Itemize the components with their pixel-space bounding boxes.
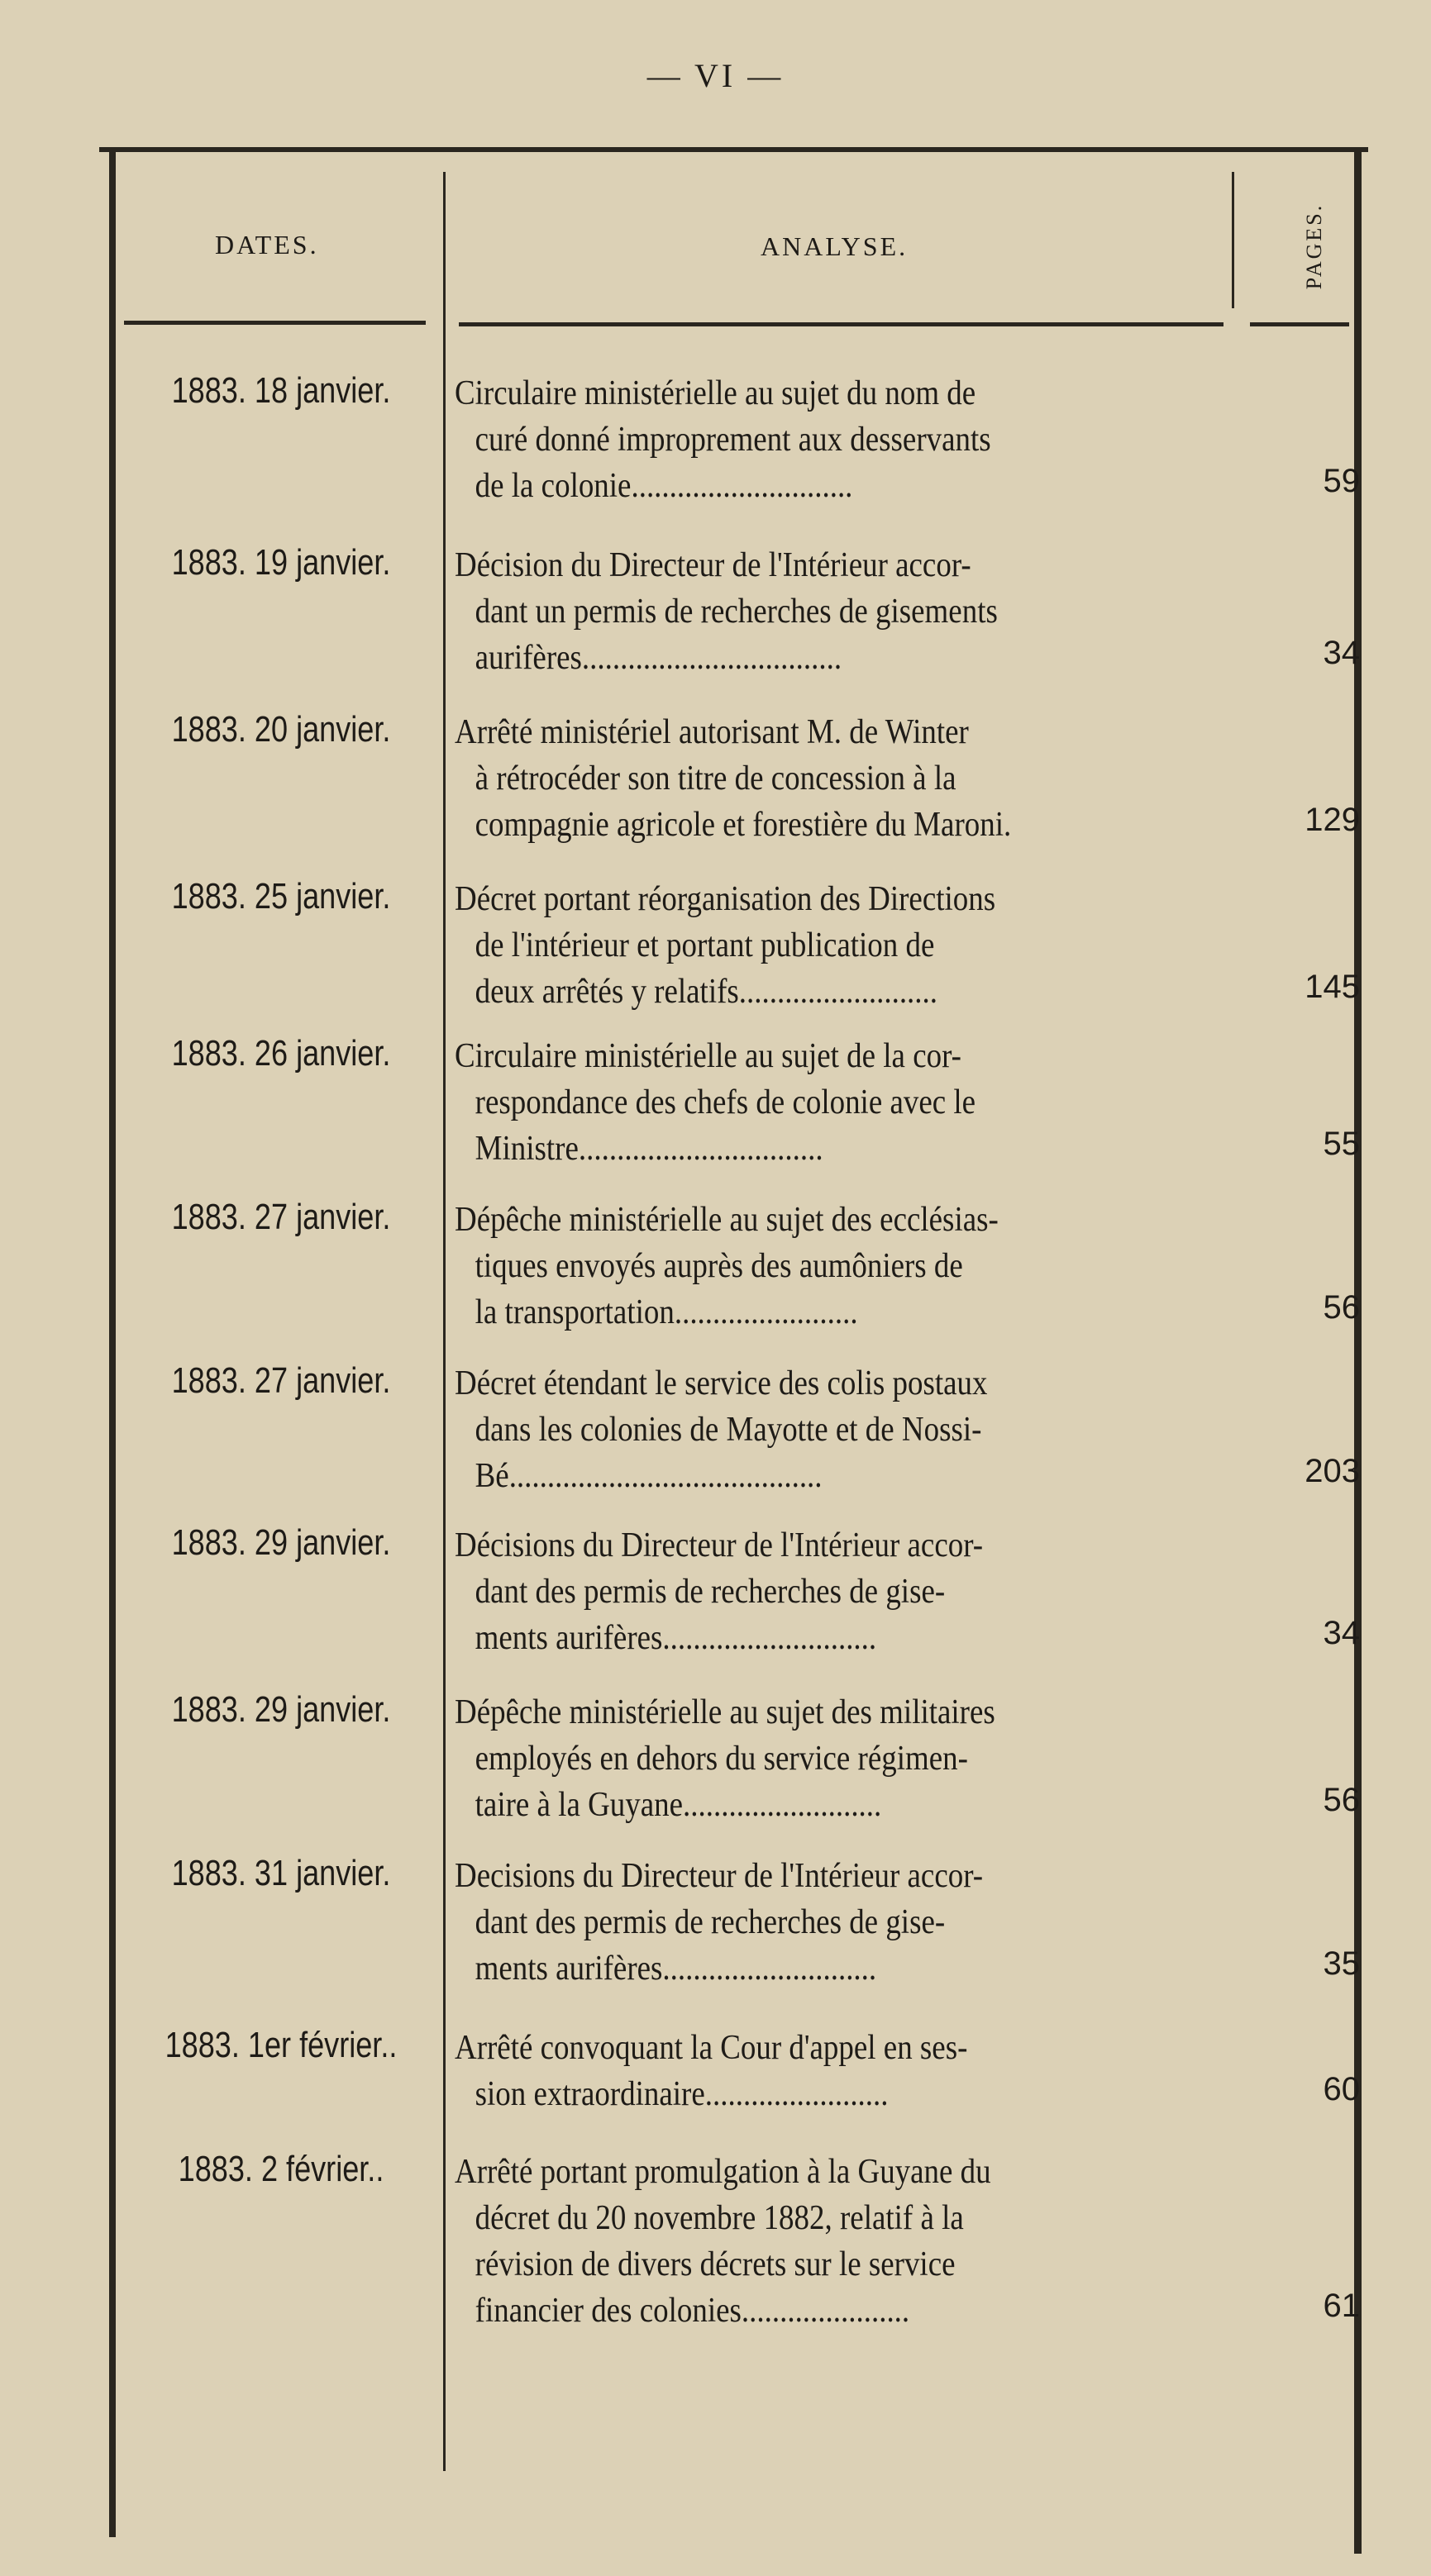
left-border-lower xyxy=(109,2008,116,2537)
header-rule-analysis xyxy=(459,322,1224,326)
entry-analysis: Arrêté convoquant la Cour d'appel en ses- sion extraordinaire........................ xyxy=(455,2029,968,2113)
column-divider-pages xyxy=(1232,172,1234,308)
entry-date: 1883. 29 janvier. xyxy=(171,1689,391,1730)
entry-date: 1883. 18 janvier. xyxy=(171,370,391,411)
entry-page: 61 xyxy=(1323,2288,1360,2324)
entry-page: 56 xyxy=(1323,1289,1360,1326)
entry-date: 1883. 20 janvier. xyxy=(171,709,391,750)
entry-analysis: Décisions du Directeur de l'Intérieur accor- dant des permis de recherches de gise- ments aurifères............................ xyxy=(455,1526,984,1657)
entry-analysis: Decisions du Directeur de l'Intérieur accor- dant des permis de recherches de gise- ments aurifères............................ xyxy=(455,1857,984,1988)
top-rule xyxy=(99,147,1368,152)
entry-analysis: Décret étendant le service des colis postaux dans les colonies de Mayotte et de Nossi- Bé......................................... xyxy=(455,1364,988,1495)
entry-page: 35 xyxy=(1323,1945,1360,1982)
column-divider-date xyxy=(443,172,446,2015)
entry-page: 129 xyxy=(1305,802,1360,838)
entry-page: 34 xyxy=(1323,1615,1360,1651)
entry-analysis: Décret portant réorganisation des Directions de l'intérieur et portant publication de deux arrêtés y relatifs.......................... xyxy=(455,880,996,1011)
entry-analysis: Dépêche ministérielle au sujet des ecclésias- tiques envoyés auprès des aumôniers de la transportation........................ xyxy=(455,1201,999,1331)
header-rule-pages xyxy=(1250,322,1349,326)
entry-date: 1883. 27 janvier. xyxy=(171,1360,391,1401)
right-border xyxy=(1354,147,1362,2017)
entry-analysis: Circulaire ministérielle au sujet du nom de curé donné improprement aux desservants de la colonie............................. xyxy=(455,374,991,505)
entry-page: 60 xyxy=(1323,2071,1360,2107)
entry-page: 34 xyxy=(1323,635,1360,671)
entry-page: 59 xyxy=(1323,463,1360,499)
entry-analysis: Arrêté portant promulgation à la Guyane du décret du 20 novembre 1882, relatif à la révision de divers décrets sur le service financier des colonies...................... xyxy=(455,2153,991,2330)
left-border xyxy=(109,147,116,2011)
entry-date: 1883. 26 janvier. xyxy=(171,1033,391,1074)
header-dates: DATES. xyxy=(215,230,319,260)
entry-analysis: Décision du Directeur de l'Intérieur accor- dant un permis de recherches de gisements aurifères.................................. xyxy=(455,546,998,677)
entry-analysis: Dépêche ministérielle au sujet des militaires employés en dehors du service régimen- taire à la Guyane.......................... xyxy=(455,1693,995,1824)
entry-page: 203 xyxy=(1305,1453,1360,1489)
entry-date: 1883. 2 février.. xyxy=(178,2149,384,2189)
entry-page: 56 xyxy=(1323,1782,1360,1818)
entry-date: 1883. 19 janvier. xyxy=(171,542,391,583)
entry-analysis: Circulaire ministérielle au sujet de la cor- respondance des chefs de colonie avec le Ministre................................ xyxy=(455,1037,976,1168)
entry-page: 55 xyxy=(1323,1126,1360,1162)
index-table-continued xyxy=(124,2008,1368,2554)
entry-page: 145 xyxy=(1305,969,1360,1005)
header-rule-dates xyxy=(124,321,426,325)
entry-date: 1883. 27 janvier. xyxy=(171,1197,391,1237)
header-pages: PAGES. xyxy=(1302,202,1326,290)
entry-date: 1883. 29 janvier. xyxy=(171,1522,391,1563)
entry-date: 1883. 25 janvier. xyxy=(171,876,391,917)
column-divider-date-lower xyxy=(443,2008,446,2471)
page-number: — VI — xyxy=(646,57,785,94)
index-table xyxy=(124,147,1368,2015)
entry-analysis: Arrêté ministériel autorisant M. de Winter à rétrocéder son titre de concession à la compagnie agricole et forestière du Maroni. xyxy=(455,713,1012,844)
header-analysis: ANALYSE. xyxy=(761,231,909,261)
entry-date: 1883. 31 janvier. xyxy=(171,1853,391,1893)
entry-date: 1883. 1er février.. xyxy=(165,2025,398,2065)
